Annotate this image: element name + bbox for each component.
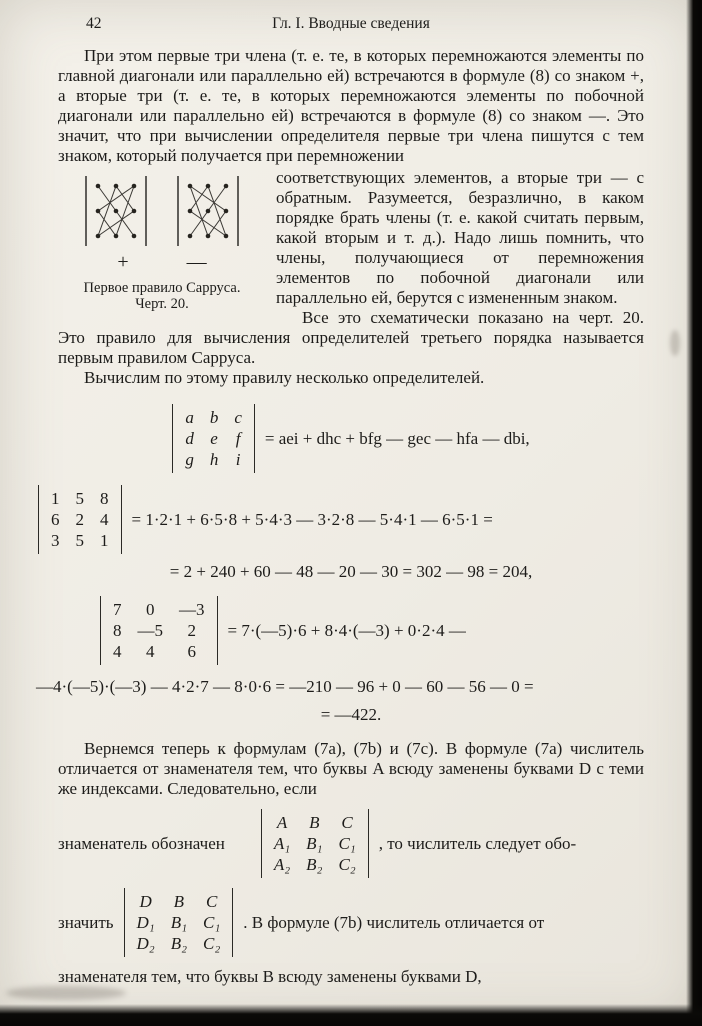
matrix-cell: B [309, 813, 320, 832]
page-header [58, 14, 644, 36]
matrix-cell: —5 [137, 621, 163, 640]
paragraph-1-continued: соответствующих элементов, а вторые три — с обратным. Разумеется, безразлично, в каком порядке брать члены (т. е. какой считать первым, какой вторым и т. д.). Надо лишь помнить, что члены, получающиеся от перемножения элементов по побочной диагонали или параллельно ей, берутся с измененным знаком. [276, 168, 644, 307]
matrix-cell: D₂ [136, 934, 155, 953]
matrix-cell: C [341, 813, 353, 832]
matrix-cell: D₁ [136, 913, 155, 932]
inline-text-right: , то числитель следует обо- [378, 833, 577, 853]
equation-letters [58, 404, 644, 473]
inline-equation-denominator [58, 809, 644, 878]
paragraph-2: Все это схематически показано на черт. 20. Это правило для вычисления определителей третьего порядка называется первым правилом Сарруса. [58, 308, 644, 367]
equation-158 [38, 485, 644, 554]
matrix-cell: 4 [146, 642, 155, 661]
diagram-signs [58, 252, 266, 272]
equation-rhs: = 1·2·1 + 6·5·8 + 5·4·3 — 3·2·8 — 5·4·1 — 6·5·1 = [131, 509, 493, 529]
matrix-cell: 5 [75, 489, 84, 508]
matrix-cell: 4 [100, 510, 109, 529]
figure-caption-title: Первое правило Сарруса. [83, 280, 241, 296]
inline-equation-numerator [58, 888, 644, 957]
determinant-DBC [124, 888, 234, 957]
matrix-cell: C₁ [203, 913, 221, 932]
equation-rhs: = aei + dhc + bfg — gec — hfa — dbi, [264, 428, 530, 448]
matrix-cell: B₂ [170, 934, 187, 953]
inline-text-left: значить [58, 912, 114, 932]
equation-158-result: = 2 + 240 + 60 — 48 — 20 — 30 = 302 — 98 = 204, [169, 562, 533, 581]
determinant-703 [100, 596, 218, 665]
matrix-cell: 4 [113, 642, 122, 661]
scan-smudge [670, 330, 680, 356]
matrix-cell: 8 [113, 621, 122, 640]
matrix-cell: 7 [113, 600, 122, 619]
matrix-cell: A₁ [273, 834, 291, 853]
matrix-cell: 1 [100, 531, 109, 550]
matrix-cell: A [276, 813, 288, 832]
matrix-cell: c [234, 408, 242, 427]
matrix-cell: C₁ [338, 834, 356, 853]
matrix-cell: B [173, 892, 185, 911]
matrix-cell: 1 [51, 489, 60, 508]
matrix-cell: B₁ [170, 913, 187, 932]
figure-caption [58, 280, 266, 312]
figure-text-wrap [58, 168, 644, 368]
matrix-cell: C [205, 892, 218, 911]
sarrus-plus-diagram-icon [83, 172, 149, 250]
matrix-cell: 2 [75, 510, 84, 529]
equation-703-line2: —4·(—5)·(—3) — 4·2·7 — 8·0·6 = —210 — 96 + 0 — 60 — 56 — 0 = [36, 677, 534, 696]
sarrus-diagrams [58, 172, 266, 250]
matrix-cell: 3 [51, 531, 60, 550]
equation-rhs: = 7·(—5)·6 + 8·4·(—3) + 0·2·4 — [227, 620, 466, 640]
chapter-title: Гл. I. Вводные сведения [272, 15, 430, 32]
matrix-cell: a [185, 408, 194, 427]
scan-edge-bottom [0, 1004, 702, 1026]
matrix-cell: g [185, 450, 194, 469]
determinant-158 [38, 485, 122, 554]
matrix-cell: i [235, 450, 241, 469]
sarrus-figure [58, 172, 266, 312]
matrix-cell: 8 [100, 489, 109, 508]
plus-sign: + [117, 251, 129, 273]
matrix-cell: d [185, 429, 194, 448]
matrix-cell: f [235, 429, 241, 448]
paragraph-7: знаменателя тем, что буквы B всюду заменены буквами D, [58, 967, 482, 986]
scan-smudge [6, 986, 126, 1000]
scan-edge-right [686, 0, 702, 1026]
matrix-cell: 6 [187, 642, 196, 661]
matrix-cell: 6 [51, 510, 60, 529]
matrix-cell: 5 [75, 531, 84, 550]
matrix-cell: h [209, 450, 219, 469]
equation-703-result: = —422. [320, 705, 382, 724]
paragraph-4: Вернемся теперь к формулам (7а), (7b) и (7с). В формуле (7а) числитель отличается от знаменателя тем, что буквы A всюду заменены буквами D с теми же индексами. Следовательно, если [58, 739, 644, 798]
matrix-cell: 2 [187, 621, 196, 640]
determinant-abc [172, 404, 255, 473]
minus-sign: — [186, 251, 207, 273]
inline-text-right: . В формуле (7b) числитель отличается от [243, 912, 545, 932]
inline-text-left: знаменатель обозначен [58, 833, 225, 853]
matrix-cell: B₂ [306, 855, 323, 874]
equation-703 [100, 596, 644, 665]
matrix-cell: A₂ [273, 855, 291, 874]
matrix-cell: e [210, 429, 218, 448]
matrix-cell: D [139, 892, 152, 911]
page-number: 42 [86, 15, 102, 32]
matrix-cell: —3 [179, 600, 205, 619]
paragraph-3: Вычислим по этому правилу несколько определителей. [84, 368, 485, 387]
matrix-cell: C₂ [338, 855, 356, 874]
paragraph-1: При этом первые три члена (т. е. те, в которых перемножаются элементы по главной диагонали или параллельно ей) встречаются в формуле (8) со знаком +, а вторые три (т. е. те, в которых перемножаются элементы по побочной диагонали или параллельно ей) встречаются в формуле (8) со знаком —. Это значит, что при вычислении определителя первые три члена пишутся с тем знаком, который получается при перемножении [58, 46, 644, 165]
determinant-ABC [261, 809, 369, 878]
matrix-cell: B₁ [306, 834, 323, 853]
matrix-cell: C₂ [203, 934, 221, 953]
matrix-cell: b [209, 408, 219, 427]
sarrus-minus-diagram-icon [175, 172, 241, 250]
figure-caption-number: Черт. 20. [135, 296, 189, 312]
matrix-cell: 0 [146, 600, 155, 619]
page-content [36, 14, 644, 987]
